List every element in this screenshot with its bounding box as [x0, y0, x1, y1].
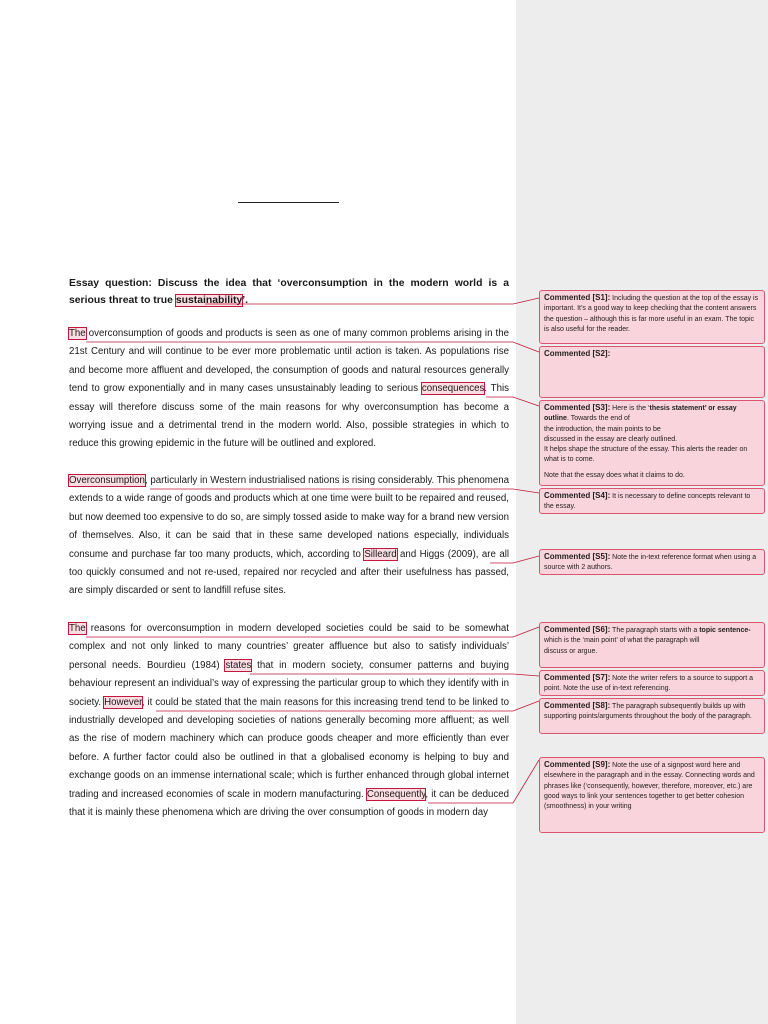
comment-s9[interactable] [539, 757, 765, 833]
comment-text: Note that the essay does what it claims to do. [544, 471, 685, 479]
comment-text: . Towards the end of [566, 415, 630, 423]
highlight-however[interactable]: However [104, 696, 142, 708]
comment-author: Commented [S7]: [544, 673, 611, 682]
title-underline [238, 202, 339, 203]
paragraph-introduction [69, 325, 509, 454]
comment-s8[interactable] [539, 698, 765, 734]
comment-s5[interactable] [539, 549, 765, 575]
comment-text: It helps shape the structure of the essay. This alerts the reader on what is to come. [544, 446, 748, 464]
highlight-the-2[interactable]: The [69, 623, 86, 634]
comment-text: Note the use of a signpost word here and elsewhere in the paragraph and in the essay. Connecting words and phrases like (‘consequently, however, therefore, moreover, etc.) are good ways to link your sentences together to get better cohesion (smoothness) in your writing [544, 762, 755, 811]
comment-author: Commented [S2]: [544, 349, 611, 358]
comment-text: Including the question at the top of the essay is important. It’s a good way to keep checking that the content answers the question – although this is far more useful in an exam. The topic is also useful for the reader. [544, 295, 759, 333]
essay-question [69, 275, 509, 309]
comment-bold: topic sentence- [699, 627, 751, 634]
question-text: Essay question: Discuss the idea that ‘overconsumption in the modern world is a serious threat to true [69, 278, 509, 306]
paragraph-text: that in modern society, consumer patterns and buying behaviour represent an individual’s way of expressing the particular group to which they identify with in society. [69, 659, 510, 708]
paragraph-text: and Higgs (2009), are all too quickly consumed and not re-used, repaired nor recycled and after their usefulness has passed, are simply discarded or sent to landfill refuse sites. [69, 548, 510, 597]
paragraph-text: reasons for overconsumption in modern developed societies could be said to be somewhat complex and not only linked to many countries’ greater affluence but also to satisfy individuals’ personal needs. Bourdieu (1984) [69, 623, 509, 671]
comment-text: discuss or argue. [544, 647, 598, 655]
highlight-silleard[interactable]: Silleard [364, 548, 397, 560]
paragraph-text: , it can be deduced that it is mainly these phenomena which are driving the over consumption of goods in modern day [69, 788, 509, 819]
highlight-consequently[interactable]: Consequently [366, 788, 426, 800]
paragraph-reasons [69, 620, 509, 822]
comment-text: which is the ‘main point’ of what the paragraph will [544, 637, 700, 645]
paragraph-text: overconsumption of goods and products is seen as one of many common problems arising in the 21st Century and will continue to be ever more problematic until action is taken. As populations rise and become more affluent and developed, the consumption of goods and natural resources generally tend to grow exponentially and in many cases unsustainably leading to serious [69, 328, 509, 395]
paragraph-text: , it could be stated that the main reasons for this increasing trend tend to be linked to industrially developed and developing societies of nations generally becoming more affluent; as well as the rise of modern machinery which can produce goods cheaper and more efficiently than ever before. A further factor could also be outlined in that a globalised economy is helping to buy and exchange goods on an immense international scale; which is further enhanced through global internet trading and increased economies of scale in modern manufacturing. [69, 696, 509, 800]
comment-author: Commented [S8]: [544, 701, 611, 710]
comment-text: Here is the ‘ [610, 405, 650, 412]
comment-text: Note the in-text reference format when using a source with 2 authors. [544, 554, 757, 572]
comment-author: Commented [S6]: [544, 625, 611, 634]
comment-s1[interactable] [539, 290, 765, 344]
comment-text: The paragraph subsequently builds up with supporting points/arguments throughout the body of the paragraph. [544, 703, 752, 721]
comment-s2[interactable] [539, 346, 765, 398]
paragraph-text: . This essay will therefore discuss some of the main reasons for why overconsumption has become a worrying issue and a detrimental trend in the modern world. Also, possible strategies in which to reduce this growing epidemic in the future will be outlined and explored. [69, 383, 509, 450]
comment-s6[interactable] [539, 622, 765, 668]
comment-author: Commented [S1]: [544, 293, 611, 302]
highlight-overconsumption[interactable]: Overconsumption [69, 475, 145, 486]
comment-bold: thesis statement’ or essay outline [544, 405, 737, 423]
comment-s3[interactable] [539, 400, 765, 486]
comment-author: Commented [S9]: [544, 760, 611, 769]
comment-s7[interactable] [539, 670, 765, 696]
comment-author: Commented [S4]: [544, 491, 611, 500]
comment-text: It is necessary to define concepts relevant to the essay. [544, 493, 751, 511]
highlight-states[interactable]: states [225, 659, 252, 671]
comment-author: Commented [S5]: [544, 552, 611, 561]
comment-text: the introduction, the main points to be [544, 425, 661, 433]
comment-author: Commented [S3]: [544, 403, 611, 412]
paragraph-definition [69, 472, 509, 601]
comment-s4[interactable] [539, 488, 765, 514]
comment-text: The paragraph starts with a [610, 627, 700, 634]
question-end: ’. [242, 295, 249, 306]
comment-text: Note the writer refers to a source to support a point. Note the use of in-text referencing. [544, 675, 754, 693]
highlight-the-1[interactable]: The [69, 328, 86, 339]
paragraph-text: , particularly in Western industrialised nations is rising considerably. This phenomena extends to a wide range of goods and products which at one time were built to be repaired and reused, but now deemed too expensive to do so, are simply tossed aside to make way for a brand new version of themselves. Also, it can be said that in these same developed nations especially, individuals consume and purchase far too many products, which, according to [69, 475, 509, 560]
comment-text: discussed in the essay are clearly outlined. [544, 435, 678, 443]
highlight-sustainability[interactable]: sustainability [175, 295, 243, 306]
highlight-consequences[interactable]: consequences [421, 383, 485, 395]
